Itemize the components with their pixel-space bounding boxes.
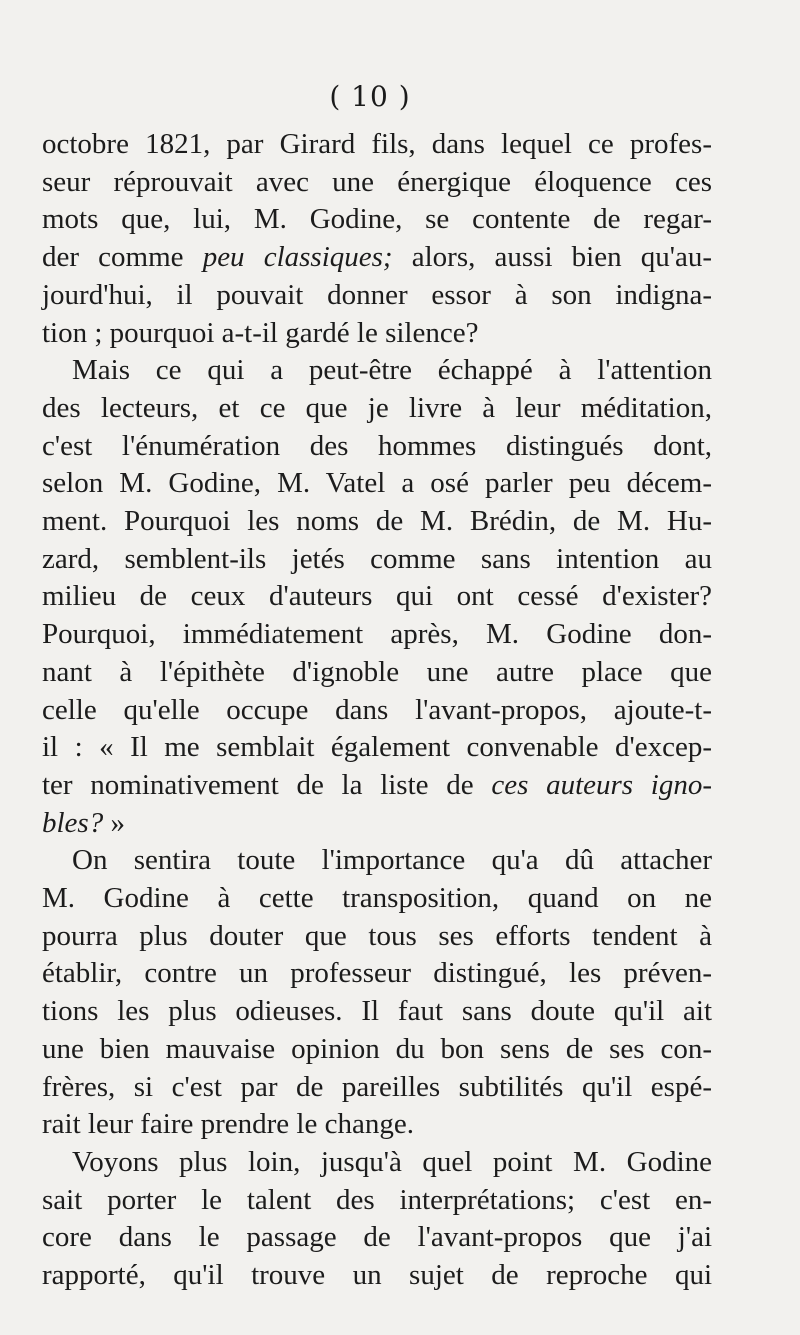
text-segment: seur réprouvait avec une énergique éloquence ces xyxy=(42,165,712,198)
text-line xyxy=(42,503,712,541)
text-segment: établir, contre un professeur distingué, les préven- xyxy=(42,957,712,990)
text-segment: milieu de ceux d'auteurs qui ont cessé d'exister? xyxy=(42,580,712,613)
text-segment: sait porter le talent des interprétations; c'est en- xyxy=(42,1183,712,1216)
text-segment: zard, semblent-ils jetés comme sans intention au xyxy=(42,542,712,575)
text-segment: pourra plus douter que tous ses efforts tendent à xyxy=(42,919,712,952)
text-segment: ter nominativement de la liste de xyxy=(42,768,492,801)
text-line xyxy=(42,918,712,956)
text-segment: des lecteurs, et ce que je livre à leur méditation, xyxy=(42,391,712,424)
text-line xyxy=(42,239,712,277)
text-line xyxy=(42,1144,712,1182)
text-line xyxy=(42,201,712,239)
text-line xyxy=(42,541,712,579)
text-segment: une bien mauvaise opinion du bon sens de ses con- xyxy=(42,1032,712,1065)
text-segment: alors, aussi bien qu'au- xyxy=(392,241,712,274)
text-segment: core dans le passage de l'avant-propos que j'ai xyxy=(42,1221,712,1254)
text-segment: rait leur faire prendre le change. xyxy=(42,1108,414,1141)
text-segment: Voyons plus loin, jusqu'à quel point M. Godine xyxy=(72,1145,712,1178)
italic-text: peu classiques; xyxy=(202,241,393,274)
text-segment: tion ; pourquoi a-t-il gardé le silence? xyxy=(42,316,479,349)
text-line xyxy=(42,955,712,993)
text-line xyxy=(42,578,712,616)
text-line xyxy=(42,126,712,164)
text-line xyxy=(42,805,712,843)
text-segment: Mais ce qui a peut-être échappé à l'attention xyxy=(72,354,712,387)
text-line xyxy=(42,315,712,353)
text-line xyxy=(42,428,712,466)
text-line xyxy=(42,654,712,692)
text-line xyxy=(42,164,712,202)
text-line xyxy=(42,1257,712,1295)
text-segment: frères, si c'est par de pareilles subtilités qu'il espé- xyxy=(42,1070,712,1103)
text-segment: mots que, lui, M. Godine, se contente de regar- xyxy=(42,203,712,236)
text-line xyxy=(42,1069,712,1107)
text-line xyxy=(42,1031,712,1069)
text-segment: der comme xyxy=(42,241,203,274)
text-segment: On sentira toute l'importance qu'a dû attacher xyxy=(72,844,712,877)
text-segment: rapporté, qu'il trouve un sujet de reproche qui xyxy=(42,1259,712,1292)
text-line xyxy=(42,616,712,654)
text-segment: tions les plus odieuses. Il faut sans doute qu'il ait xyxy=(42,995,712,1028)
text-segment: M. Godine à cette transposition, quand on ne xyxy=(42,882,712,915)
text-line xyxy=(42,692,712,730)
body-text xyxy=(42,126,712,1295)
text-segment: » xyxy=(103,806,125,839)
text-line xyxy=(42,767,712,805)
text-line xyxy=(42,842,712,880)
text-line xyxy=(42,352,712,390)
text-line xyxy=(42,390,712,428)
text-line xyxy=(42,880,712,918)
text-line xyxy=(42,277,712,315)
text-line xyxy=(42,1219,712,1257)
page-number: ( 10 ) xyxy=(329,80,411,113)
text-line xyxy=(42,993,712,1031)
text-line xyxy=(42,465,712,503)
text-segment: il : « Il me semblait également convenable d'excep- xyxy=(42,731,712,764)
text-segment: jourd'hui, il pouvait donner essor à son indigna- xyxy=(42,278,712,311)
text-segment: nant à l'épithète d'ignoble une autre place que xyxy=(42,655,712,688)
text-segment: selon M. Godine, M. Vatel a osé parler peu décem- xyxy=(42,467,712,500)
text-line xyxy=(42,1106,712,1144)
text-segment: celle qu'elle occupe dans l'avant-propos, ajoute-t- xyxy=(42,693,712,726)
text-line xyxy=(42,1182,712,1220)
text-segment: Pourquoi, immédiatement après, M. Godine don- xyxy=(42,618,712,651)
text-segment: octobre 1821, par Girard fils, dans lequel ce profes- xyxy=(42,128,712,160)
italic-text: ces auteurs igno- xyxy=(491,768,712,801)
italic-text: bles? xyxy=(42,806,104,839)
text-segment: c'est l'énumération des hommes distingués dont, xyxy=(42,429,712,462)
text-line xyxy=(42,729,712,767)
text-segment: ment. Pourquoi les noms de M. Brédin, de M. Hu- xyxy=(42,505,712,538)
